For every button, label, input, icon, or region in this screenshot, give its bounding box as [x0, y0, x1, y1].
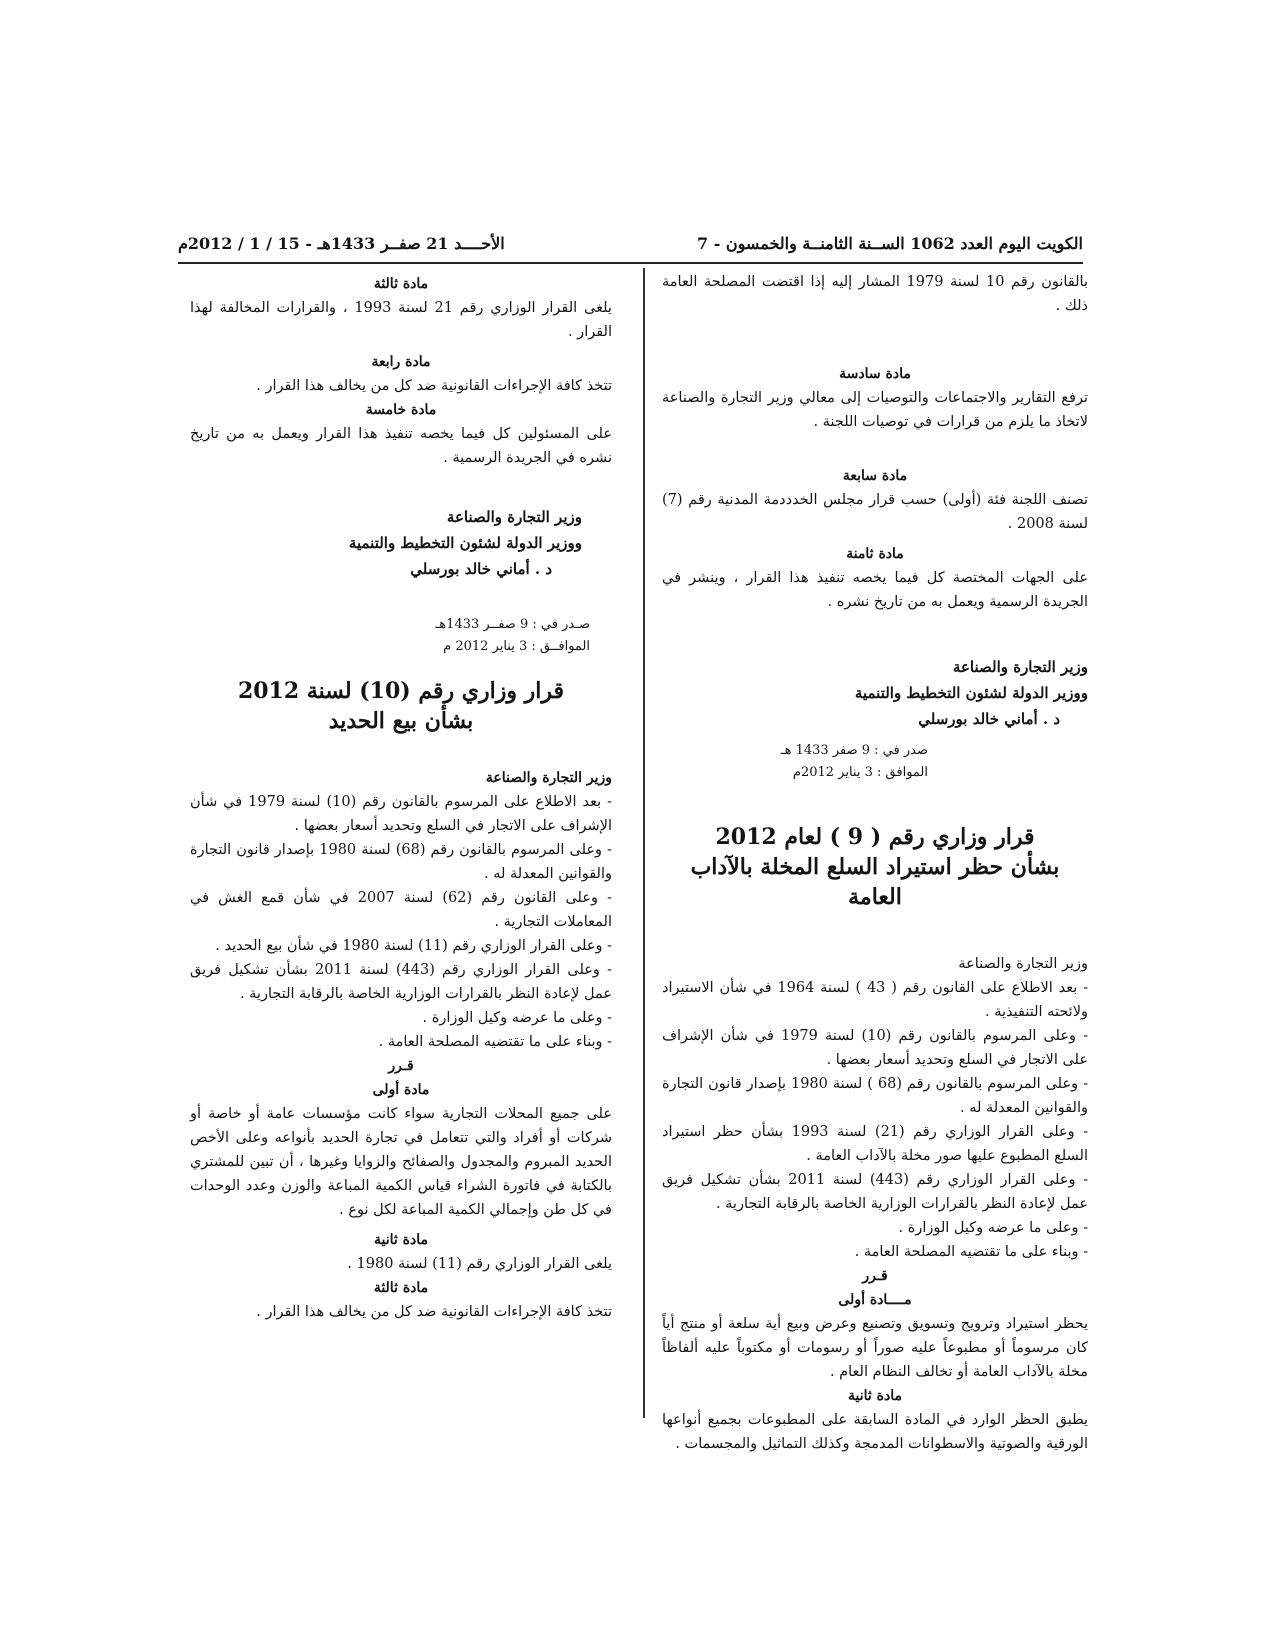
article-heading: مادة ثانية	[374, 1232, 428, 1248]
article-heading: مــــادة أولى	[838, 1292, 912, 1308]
article-heading: مادة ثالثة	[373, 276, 429, 292]
corresponding-date: الموافق : 3 يناير 2012م	[792, 765, 928, 780]
decree-title-block	[662, 822, 1088, 912]
article-text: تتخذ كافة الإجراءات القانونية ضد كل من يخالف هذا القرار .	[256, 1304, 612, 1320]
minister-line: وزير التجارة والصناعة	[958, 956, 1088, 972]
recital: - وعلى المرسوم بالقانون رقم (10) لسنة 1979 في شأن الإشراف على الاتجار في السلع وتحديد أسعار بعضها .	[662, 1028, 1088, 1068]
signature-name: د . أماني خالد بورسلي	[410, 560, 552, 578]
article-heading: مادة ثالثة	[373, 1280, 429, 1296]
signature-block	[662, 654, 1088, 732]
signature-name: د . أماني خالد بورسلي	[918, 710, 1060, 728]
right-column	[662, 270, 1088, 1456]
article-text: على المسئولين كل فيما يخصه تنفيذ هذا القرار ويعمل به من تاريخ نشره في الجريدة الرسمية .	[190, 426, 612, 466]
header-issue: الكويت اليوم العدد 1062 الســنة الثامنــة والخمسون - 7	[696, 234, 1083, 253]
article-text: على الجهات المختصة كل فيما يخصه تنفيذ هذا القرار ، وينشر في الجريدة الرسمية ويعمل به من تاريخ نشره .	[662, 570, 1088, 610]
article-text: يلغى القرار الوزاري رقم (11) لسنة 1980 .	[347, 1256, 612, 1272]
recital: - وعلى ما عرضه وكيل الوزارة .	[422, 1010, 612, 1026]
signature-title: ووزير الدولة لشئون التخطيط والتنمية	[854, 684, 1088, 702]
corresponding-date: الموافــق : 3 يناير 2012 م	[443, 639, 590, 654]
decree-subject: بشأن حظر استيراد السلع المخلة بالآداب العامة	[690, 854, 1060, 910]
decree-title: قرار وزاري رقم ( 9 ) لعام 2012	[715, 824, 1035, 850]
article-text: يحظر استيراد وترويج وتسويق وتصنيع وعرض وبيع أية سلعة أو منتج أياً كان مرسوماً أو مطبوعاً عليه صوراً أو رسومات أو مكتوباً عليه ألفاظاً مخلة بالآداب العامة أو تخالف النظام العام .	[662, 1316, 1088, 1380]
issued-date: صـدر في : 9 صفــر 1433هـ	[435, 617, 590, 632]
recital: - وعلى القرار الوزاري رقم (443) لسنة 2011 بشأن تشكيل فريق عمل لإعادة النظر بالقرارات الوزارية الخاصة بالرقابة التجارية .	[662, 1172, 1088, 1212]
decree-title-block	[190, 676, 612, 736]
issued-date: صدر في : 9 صفر 1433 هـ	[780, 743, 928, 758]
signature-title: ووزير الدولة لشئون التخطيط والتنمية	[348, 534, 582, 552]
article-text: يطبق الحظر الوارد في المادة السابقة على المطبوعات بجميع أنواعها الورقية والصوتية والاسطوانات المدمجة وكذلك التماثيل والمجسمات .	[662, 1412, 1088, 1452]
recital: - وعلى المرسوم بالقانون رقم (68 ) لسنة 1980 بإصدار قانون التجارة والقوانين المعدلة له .	[662, 1076, 1088, 1116]
issued-date-block	[662, 740, 1088, 784]
issued-date-block	[190, 614, 612, 658]
article-heading: مادة أولى	[372, 1082, 430, 1098]
recital: - وبناء على ما تقتضيه المصلحة العامة .	[854, 1244, 1088, 1260]
resolved-heading: قـرر	[862, 1268, 888, 1284]
recital: - وعلى القرار الوزاري رقم (21) لسنة 1993 بشأن حظر استيراد السلع المطبوع عليها صور مخلة بالآداب العامة .	[662, 1124, 1088, 1164]
article-heading: مادة ثانية	[848, 1388, 902, 1404]
recital: - وبناء على ما تقتضيه المصلحة العامة .	[378, 1034, 612, 1050]
recital: - بعد الاطلاع على المرسوم بالقانون رقم (10) لسنة 1979 في شأن الإشراف على الاتجار في السلع وتحديد أسعار بعضها .	[190, 794, 612, 834]
continued-text: بالقانون رقم 10 لسنة 1979 المشار إليه إذا اقتضت المصلحة العامة ذلك .	[662, 274, 1088, 314]
recital: - وعلى القرار الوزاري رقم (443) لسنة 2011 بشأن تشكيل فريق عمل لإعادة النظر بالقرارات الوزارية الخاصة بالرقابة التجارية .	[190, 962, 612, 1002]
left-column	[190, 268, 612, 1324]
resolved-heading: قـرر	[388, 1058, 414, 1074]
signature-block	[190, 504, 612, 582]
article-text: يلغى القرار الوزاري رقم 21 لسنة 1993 ، والقرارات المخالفة لهذا القرار .	[190, 300, 612, 340]
recital: - بعد الاطلاع على القانون رقم ( 43 ) لسنة 1964 في شأن الاستيراد ولائحته التنفيذية .	[662, 980, 1088, 1020]
header-date: الأحــــد 21 صفــر 1433هـ - 15 / 1 / 2012م	[178, 234, 505, 253]
article-text: تصنف اللجنة فئة (أولى) حسب قرار مجلس الخدددمة المدنية رقم (7) لسنة 2008 .	[662, 492, 1088, 532]
signature-title: وزير التجارة والصناعة	[952, 658, 1088, 676]
article-heading: مادة سابعة	[842, 468, 908, 484]
minister-line: وزير التجارة والصناعة	[485, 770, 612, 786]
article-heading: مادة خامسة	[365, 402, 437, 418]
recital: - وعلى المرسوم بالقانون رقم (68) لسنة 1980 بإصدار قانون التجارة والقوانين المعدلة له .	[190, 842, 612, 882]
article-heading: مادة رابعة	[371, 354, 431, 370]
signature-title: وزير التجارة والصناعة	[446, 508, 582, 526]
article-heading: مادة سادسة	[839, 366, 911, 382]
page-header	[178, 232, 1083, 264]
recital: - وعلى ما عرضه وكيل الوزارة .	[898, 1220, 1088, 1236]
column-divider	[643, 268, 645, 1418]
decree-subject: بشأن بيع الحديد	[328, 708, 474, 734]
decree-title: قرار وزاري رقم (10) لسنة 2012	[237, 678, 565, 704]
recital: - وعلى القرار الوزاري رقم (11) لسنة 1980 في شأن بيع الحديد .	[215, 938, 612, 954]
article-text: تتخذ كافة الإجراءات القانونية ضد كل من يخالف هذا القرار .	[256, 378, 612, 394]
recital: - وعلى القانون رقم (62) لسنة 2007 في شأن قمع الغش في المعاملات التجارية .	[190, 890, 612, 930]
article-text: ترفع التقارير والاجتماعات والتوصيات إلى معالي وزير التجارة والصناعة لاتخاذ ما يلزم من قرارات في توصيات اللجنة .	[662, 390, 1088, 430]
article-heading: مادة ثامنة	[846, 546, 904, 562]
article-text: على جميع المحلات التجارية سواء كانت مؤسسات عامة أو خاصة أو شركات أو أفراد والتي تتعامل في تجارة الحديد بأنواعه وعلى الأخص الحديد المبروم والمجدول والصفائح والزوايا وغيرها ، أن تبين للمشتري بالكتابة في فاتورة الشراء قياس الكمية المباعة والوزن وعدد الوحدات في كل طن وإجمالي الكمية المباعة لكل نوع .	[190, 1106, 612, 1218]
